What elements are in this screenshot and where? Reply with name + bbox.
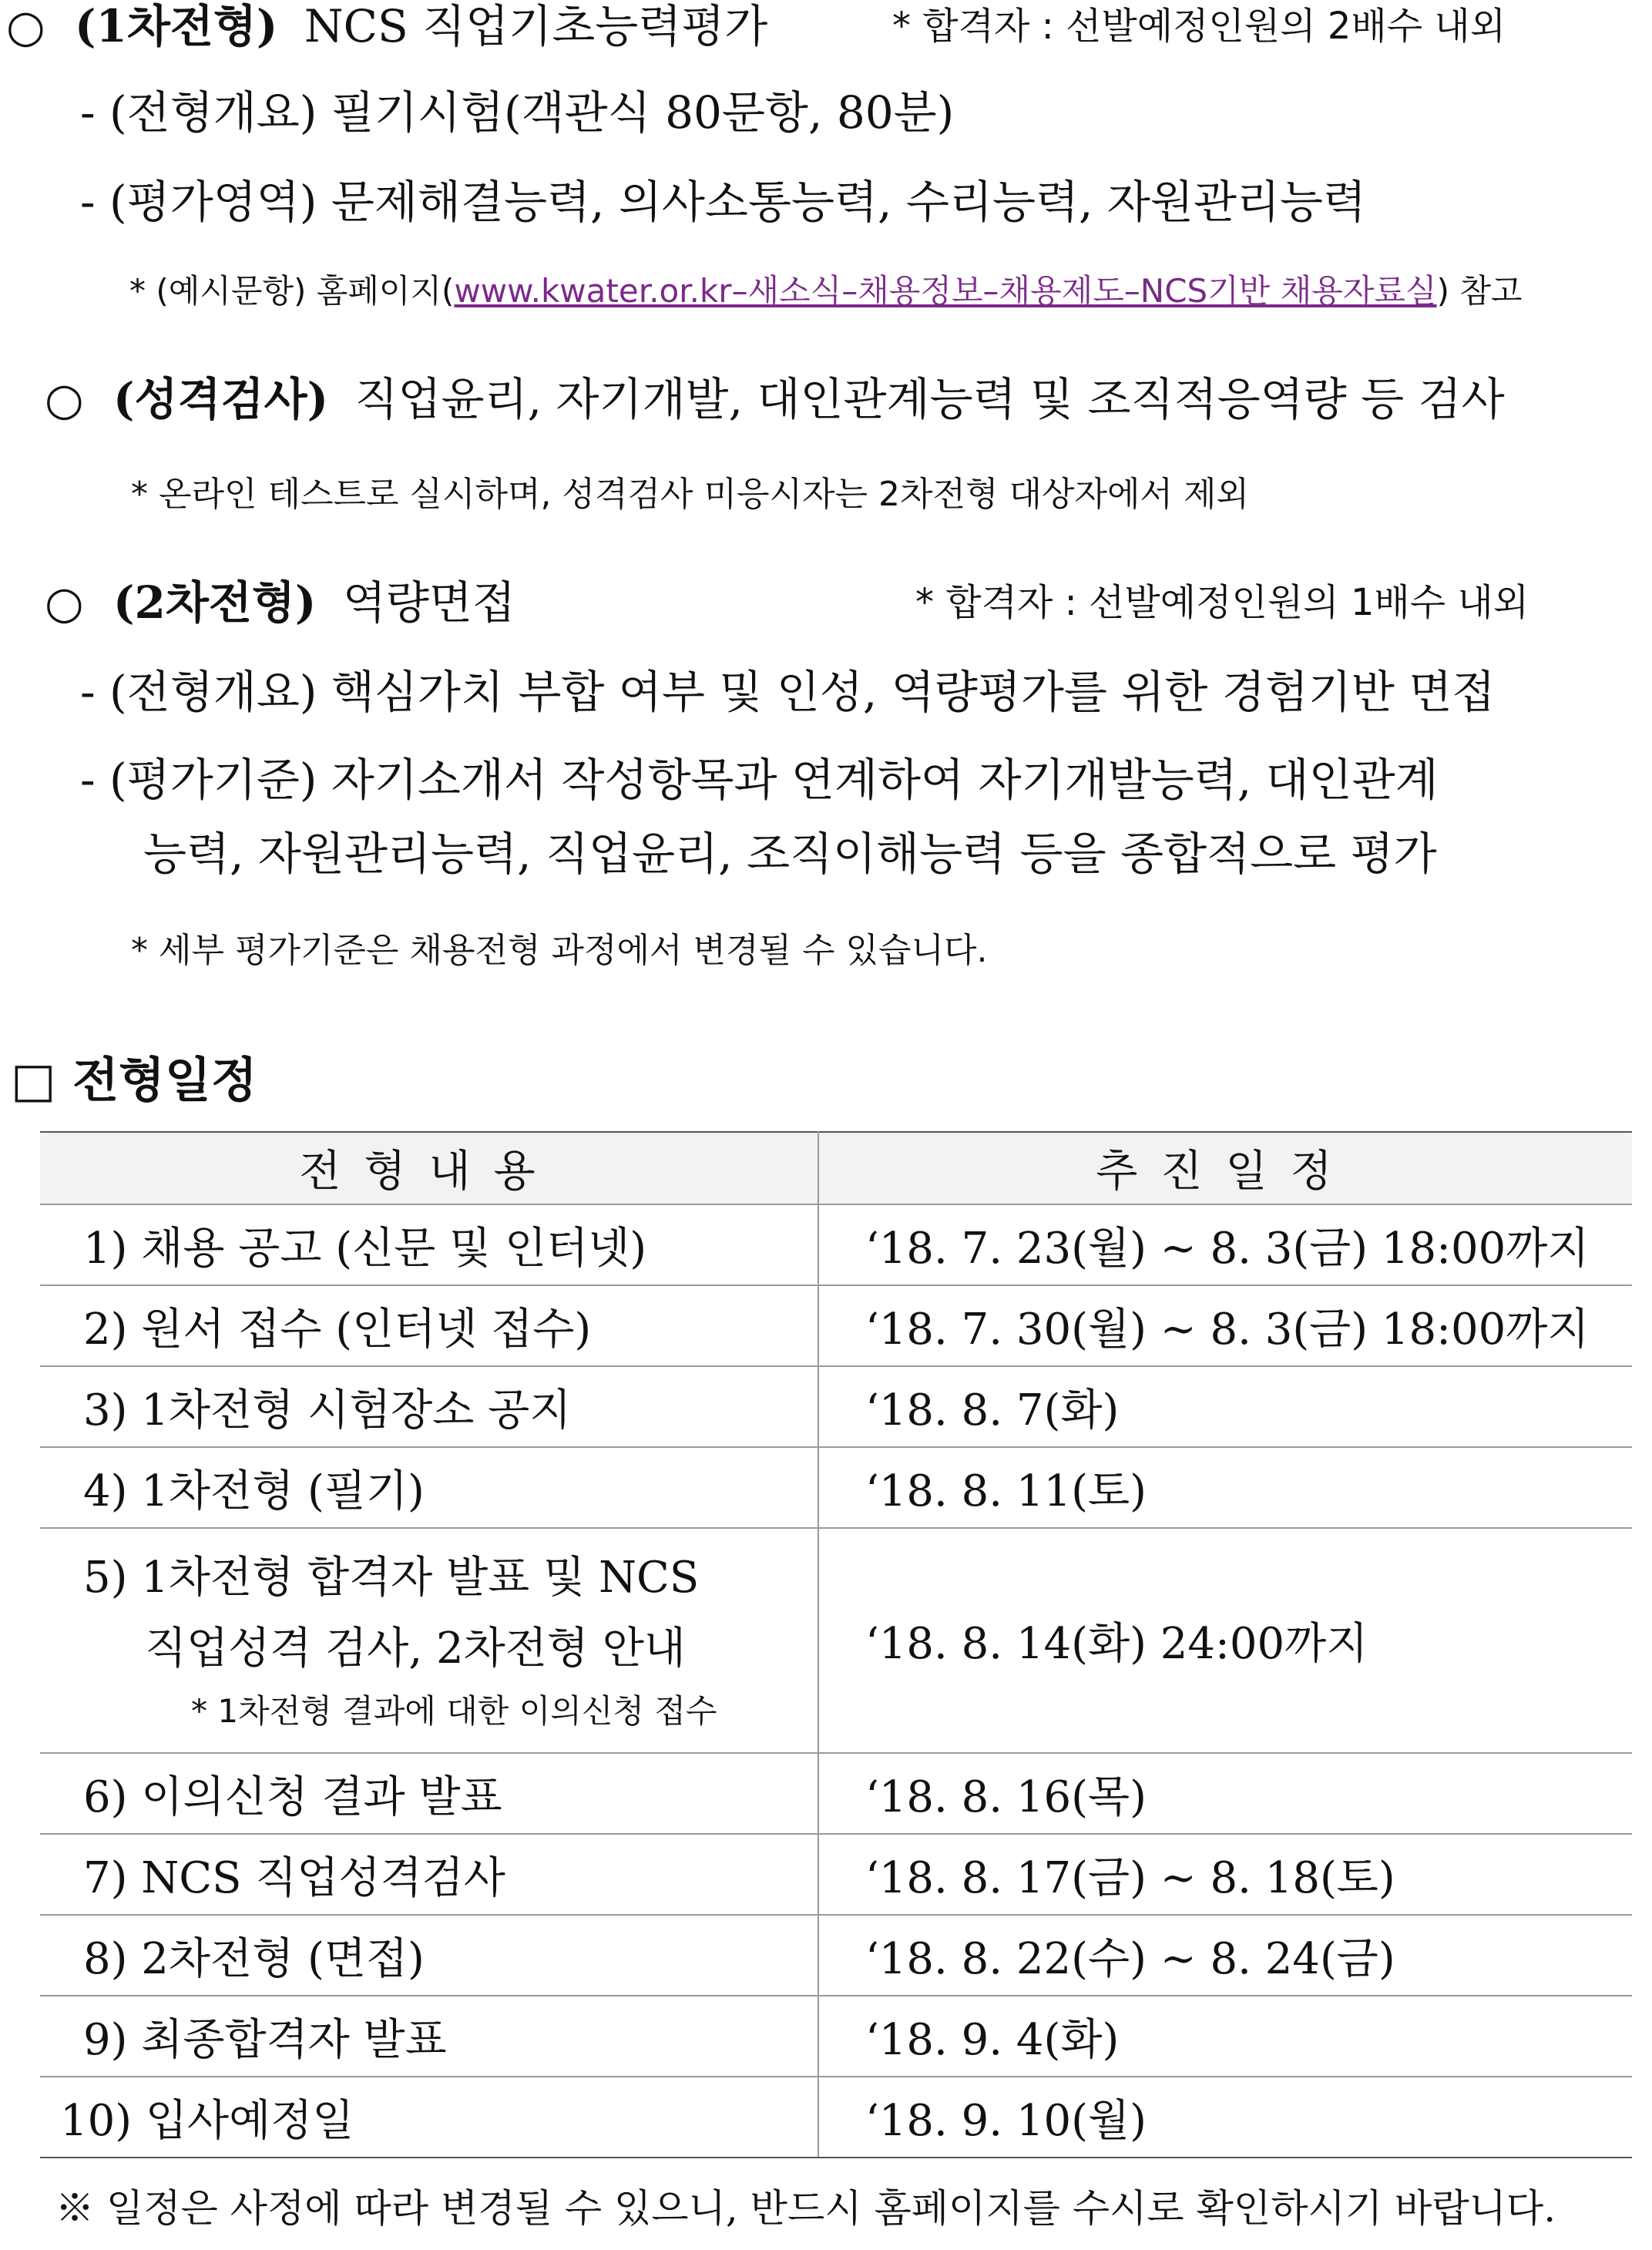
row-date: ‘18. 8. 11(토): [818, 1447, 1632, 1528]
row-item: 7) NCS 직업성격검사: [40, 1834, 818, 1915]
stage1-sample: [129, 260, 1522, 322]
stage1-pass-note: * 합격자 : 선발예정인원의 2배수 내외: [892, 5, 1506, 48]
row-date: ‘18. 7. 23(월) ~ 8. 3(금) 18:00까지: [818, 1204, 1632, 1285]
stage2-heading: [45, 572, 515, 633]
stage1-sample-suffix: ) 참고: [1436, 272, 1523, 310]
table-row: [40, 1447, 1632, 1528]
row-item: 8) 2차전형 (면접): [40, 1915, 818, 1996]
stage2-title-rest: 역량면접: [342, 576, 515, 629]
col-schedule-header: 추진일정: [818, 1132, 1632, 1204]
row-item: 2) 원서 접수 (인터넷 접수): [40, 1285, 818, 1366]
stage2-overview: - (전형개요) 핵심가치 부합 여부 및 인성, 역량평가를 위한 경험기반 면접: [80, 666, 1496, 718]
stage1-overview: - (전형개요) 필기시험(객관식 80문항, 80분): [80, 86, 955, 139]
row-item: 1) 채용 공고 (신문 및 인터넷): [40, 1204, 818, 1285]
row-item: [40, 1528, 818, 1753]
table-header-row: [40, 1132, 1632, 1204]
schedule-heading: □ 전형일정: [11, 1052, 257, 1108]
table-row: [40, 1834, 1632, 1915]
table-row: [40, 1204, 1632, 1285]
row-date: ‘18. 8. 22(수) ~ 8. 24(금): [818, 1915, 1632, 1996]
row-item-note: * 1차전형 결과에 대한 이의신청 접수: [191, 1692, 717, 1730]
personality-heading: [45, 368, 1505, 430]
schedule-table: [40, 1131, 1632, 2158]
stage1-bullet: ○: [6, 0, 45, 52]
row-date: ‘18. 8. 17(금) ~ 8. 18(토): [818, 1834, 1632, 1915]
row-date: ‘18. 9. 10(월): [818, 2077, 1632, 2158]
stage2-note: * 세부 평가기준은 채용전형 과정에서 변경될 수 있습니다.: [131, 931, 988, 970]
row-item: 4) 1차전형 (필기): [40, 1447, 818, 1528]
stage1-title: (1차전형): [75, 0, 278, 52]
stage1-title-rest: NCS 직업기초능력평가: [304, 0, 768, 52]
stage1-sample-prefix: * (예시문항) 홈페이지(: [129, 272, 455, 310]
row-item: 6) 이의신청 결과 발표: [40, 1753, 818, 1834]
table-row: [40, 1996, 1632, 2077]
stage2-bullet: ○: [45, 576, 84, 629]
row-date: ‘18. 7. 30(월) ~ 8. 3(금) 18:00까지: [818, 1285, 1632, 1366]
table-row: [40, 1915, 1632, 1996]
personality-bullet: ○: [45, 373, 84, 425]
row-item: 9) 최종합격자 발표: [40, 1996, 818, 2077]
table-row: [40, 1285, 1632, 1366]
table-row: [40, 2077, 1632, 2158]
personality-title-rest: 직업윤리, 자기개발, 대인관계능력 및 조직적응역량 등 검사: [354, 373, 1505, 425]
col-content-header: 전형내용: [40, 1132, 818, 1204]
row-item-line1: 5) 1차전형 합격자 발표 및 NCS: [83, 1553, 700, 1603]
row-item-line2: 직업성격 검사, 2차전형 안내: [145, 1624, 686, 1674]
row-item: 3) 1차전형 시험장소 공지: [40, 1366, 818, 1447]
stage1-areas: - (평가영역) 문제해결능력, 의사소통능력, 수리능력, 자원관리능력: [80, 176, 1367, 228]
table-row: [40, 1753, 1632, 1834]
table-row: [40, 1528, 1632, 1753]
personality-title: (성격검사): [113, 373, 329, 425]
stage2-pass-note: * 합격자 : 선발예정인원의 1배수 내외: [915, 581, 1529, 624]
stage2-criteria-line2: 능력, 자원관리능력, 직업윤리, 조직이해능력 등을 종합적으로 평가: [143, 828, 1437, 880]
schedule-footnote: ※ 일정은 사정에 따라 변경될 수 있으니, 반드시 홈페이지를 수시로 확인하시기 바랍니다.: [55, 2186, 1556, 2231]
row-date: ‘18. 8. 7(화): [818, 1366, 1632, 1447]
stage2-criteria-line1: - (평가기준) 자기소개서 작성항목과 연계하여 자기개발능력, 대인관계: [80, 754, 1439, 806]
stage1-heading: [6, 0, 767, 57]
row-date: ‘18. 8. 14(화) 24:00까지: [818, 1528, 1632, 1753]
kwater-link[interactable]: www.kwater.or.kr–새소식–채용정보–채용제도–NCS기반 채용자료실: [454, 272, 1437, 310]
stage2-title: (2차전형): [113, 576, 317, 629]
row-date: ‘18. 8. 16(목): [818, 1753, 1632, 1834]
row-item: 10) 입사예정일: [40, 2077, 818, 2158]
table-row: [40, 1366, 1632, 1447]
personality-note: * 온라인 테스트로 실시하며, 성격검사 미응시자는 2차전형 대상자에서 제외: [131, 475, 1249, 514]
row-date: ‘18. 9. 4(화): [818, 1996, 1632, 2077]
